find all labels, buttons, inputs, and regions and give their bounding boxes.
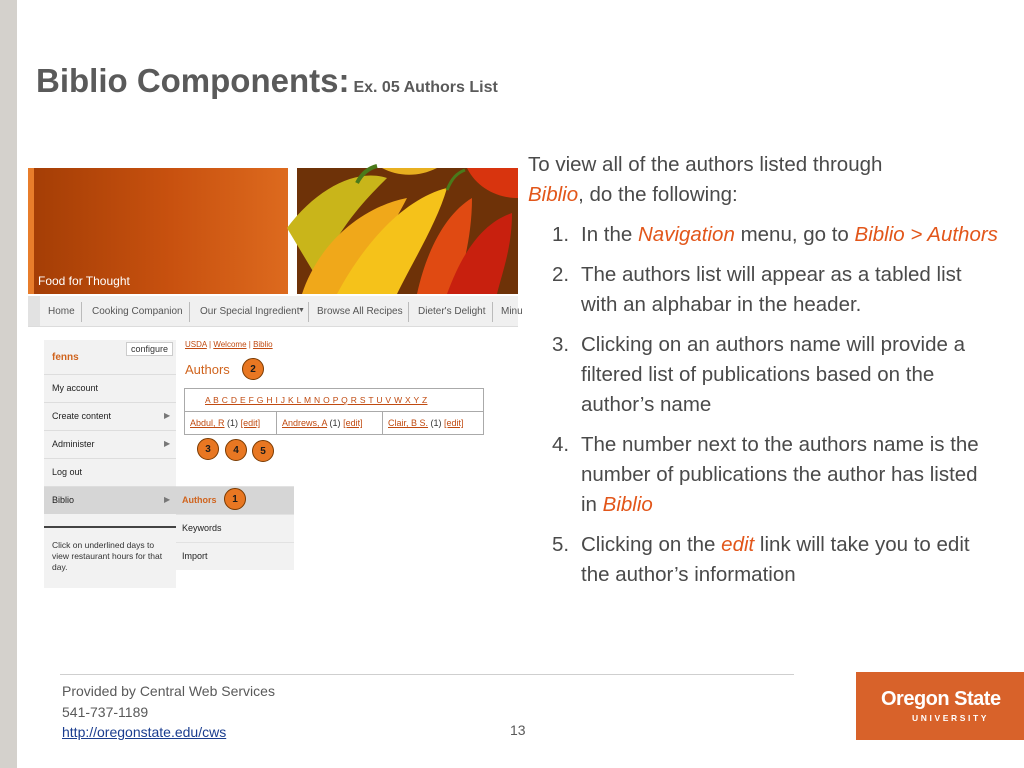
step-number: 2. [552,263,570,286]
author-cell [185,412,276,434]
nav-our-special-ingredient[interactable]: Our Special Ingredient [200,306,300,317]
intro-text-end: , do the following: [578,183,738,206]
author-count: (1) [430,418,442,428]
step-2 [528,260,998,320]
slide-title-main: Biblio Components: [36,62,350,99]
banner-left [28,168,288,294]
navbar-stub [28,296,40,326]
alphabar [184,388,484,412]
step-highlight: Navigation [638,223,735,246]
step-number: 5. [552,533,570,556]
step-text: Clicking on an authors name will provide a filtered list of publications based on the author’s name [581,333,966,416]
author-cell [277,412,382,434]
nav-separator [492,302,493,322]
nav-browse-all-recipes[interactable]: Browse All Recipes [317,306,403,317]
sidebar-note: Click on underlined days to view restaurant hours for that day. [52,540,163,572]
arrow-right-icon: ▶ [164,439,171,448]
step-3 [528,330,998,420]
intro-biblio: Biblio [528,183,579,206]
author-count: (1) [227,418,239,428]
submenu-item-label: Keywords [182,523,222,533]
sidebar-item-label: Log out [52,467,83,477]
author-link[interactable]: Abdul, R [190,418,225,428]
nav-dropdown-icon: ▼ [298,307,305,314]
callout-badge-3: 3 [197,438,219,460]
footer [62,681,275,743]
footer-divider [60,674,794,675]
intro-text: To view all of the authors listed through [528,153,883,176]
sidebar-item-biblio[interactable] [44,486,176,514]
callout-badge-2: 2 [242,358,264,380]
step-number: 4. [552,433,570,456]
banner-peppers-image [297,168,518,294]
footer-provider: Provided by Central Web Services [62,683,275,699]
steps-list [528,220,998,590]
website-screenshot [28,168,523,588]
sidebar-item-label: My account [52,383,99,393]
step-text: Clicking on the [581,533,722,556]
sidebar-item-label: Administer [52,439,95,449]
sidebar-item-label: Biblio [52,495,75,505]
arrow-right-icon: ▶ [164,411,171,420]
step-1 [528,220,998,250]
authors-heading: Authors [185,362,230,377]
osu-logo [856,672,1024,740]
sidebar-username: fenns [52,352,79,363]
author-cell [383,412,483,434]
osu-logo-university: UNIVERSITY [912,713,990,723]
banner-title: Food for Thought [38,274,130,288]
author-link[interactable]: Andrews, A [282,418,328,428]
author-count: (1) [329,418,341,428]
page-number: 13 [510,722,526,738]
step-highlight: Biblio > Authors [854,223,998,246]
slide-title-subtitle: Ex. 05 Authors List [353,79,498,96]
step-highlight: Biblio [602,493,653,516]
slide-title [36,62,498,100]
sidebar-item-my-account[interactable] [44,374,176,402]
nav-separator [308,302,309,322]
site-navbar [28,296,523,327]
callout-badge-5: 5 [252,440,274,462]
step-text: In the [581,223,638,246]
nav-dieters-delight[interactable]: Dieter's Delight [418,306,486,317]
nav-separator [408,302,409,322]
step-number: 3. [552,333,570,356]
submenu-item-label: Authors [182,495,217,505]
sidebar-item-log-out[interactable] [44,458,176,486]
step-text: menu, go to [734,223,855,246]
author-link[interactable]: Clair, B S. [388,418,429,428]
step-text: The authors list will appear as a tabled list with an alphabar in the header. [581,263,962,316]
step-5 [528,530,998,590]
author-edit-link[interactable]: [edit] [444,418,464,428]
sidebar-divider [44,526,176,528]
footer-url-link[interactable]: http://oregonstate.edu/cws [62,724,227,740]
arrow-right-icon: ▶ [164,495,171,504]
instructions-text [528,150,998,590]
authors-table-row [184,412,484,435]
sidebar-item-create-content[interactable] [44,402,176,430]
left-decorative-bar [0,0,17,768]
breadcrumb-biblio[interactable]: Biblio [253,340,273,349]
submenu-item-keywords[interactable] [176,514,294,542]
sidebar-navigation-menu [44,340,176,588]
step-highlight: edit [721,533,755,556]
instructions-intro [528,150,998,210]
nav-separator [81,302,82,322]
callout-badge-4: 4 [225,439,247,461]
nav-separator [189,302,190,322]
nav-home[interactable]: Home [48,306,75,317]
submenu-item-label: Import [182,551,208,561]
banner-stripe [28,168,34,294]
footer-phone: 541-737-1189 [62,703,149,720]
sidebar-item-label: Create content [52,411,112,421]
configure-button[interactable]: configure [126,342,173,356]
step-number: 1. [552,223,570,246]
callout-badge-1: 1 [224,488,246,510]
sidebar-item-administer[interactable] [44,430,176,458]
author-edit-link[interactable]: [edit] [240,418,261,428]
step-text: link will take you to edit the author’s information [581,533,970,586]
submenu-item-import[interactable] [176,542,294,570]
breadcrumb-usda[interactable]: USDA [185,340,207,349]
step-text: The number next to the authors name is the number of publications the author has listed in [581,433,979,516]
peppers-illustration [297,168,518,294]
osu-logo-name: Oregon State [881,688,1001,710]
breadcrumb: USDA | Welcome | Biblio [185,340,273,349]
breadcrumb-welcome[interactable]: Welcome [213,340,247,349]
nav-minu[interactable]: Minu [501,306,523,317]
nav-cooking-companion[interactable]: Cooking Companion [92,306,183,317]
alphabar-letters[interactable]: A B C D E F G H I J K L M N O P Q R S T U V W X Y Z [205,395,428,405]
author-edit-link[interactable]: [edit] [343,418,363,428]
step-4 [528,430,998,520]
